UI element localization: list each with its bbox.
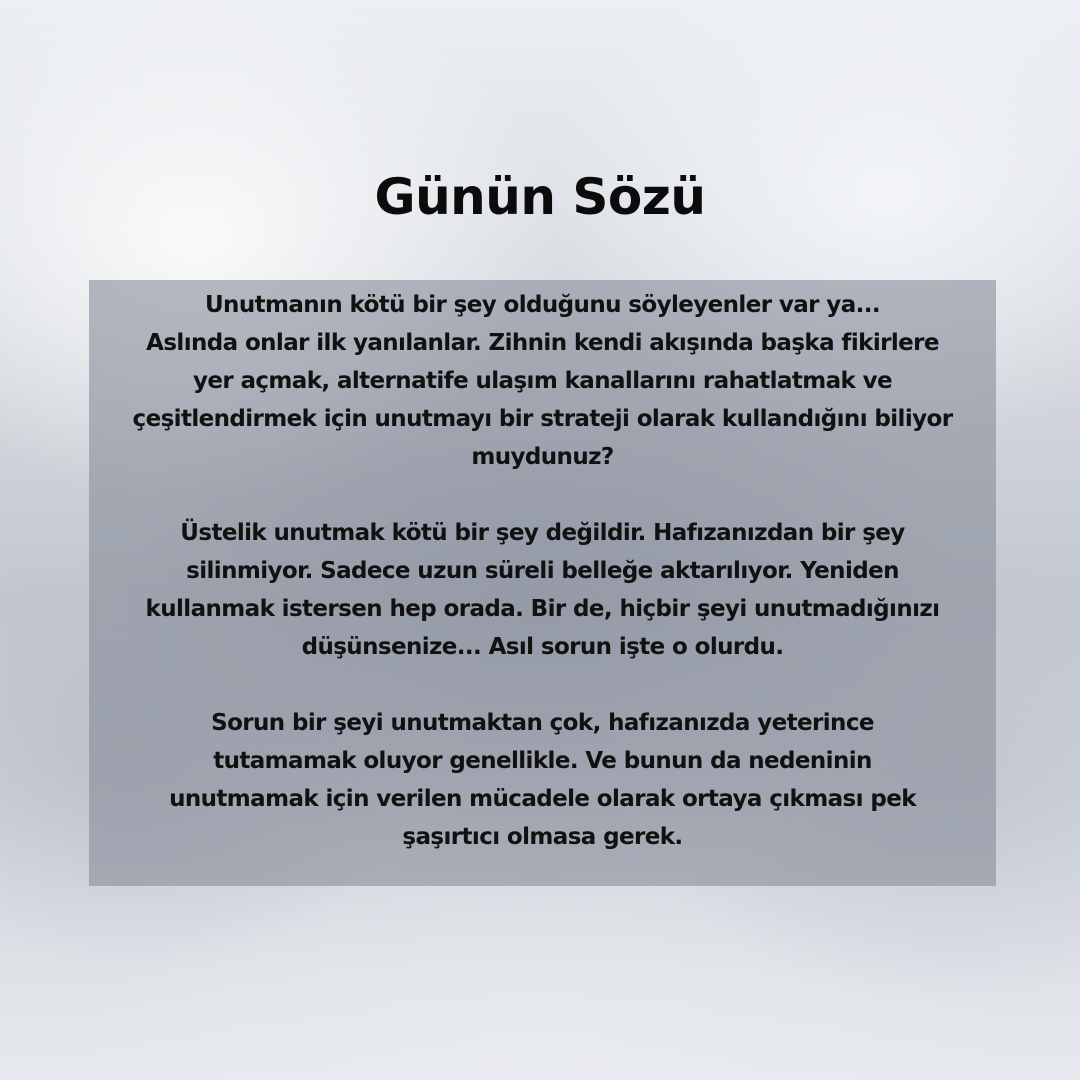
quote-paragraph-2: Üstelik unutmak kötü bir şey değildir. Hafızanızdan bir şey silinmiyor. Sadece uzun süreli belleğe aktarılıyor. Yeniden kullanmak istersen hep orada. Bir de, hiçbir şeyi unutmadığınızı düşünsenize... Asıl sorun işte o olurdu. bbox=[145, 520, 940, 660]
quote-paragraph-1: Unutmanın kötü bir şey olduğunu söyleyenler var ya... Aslında onlar ilk yanılanlar. Zihnin kendi akışında başka fikirlere yer açmak, alternatife ulaşım kanallarını rahatlatmak ve çeşitlendirmek için unutmayı bir strateji olarak kullandığını biliyor muydunuz? bbox=[132, 292, 953, 470]
quote-paragraph-3: Sorun bir şeyi unutmaktan çok, hafızanızda yeterince tutamamak oluyor genellikle. Ve bunun da nedeninin unutmamak için verilen mücadele olarak ortaya çıkması pek şaşırtıcı olmasa gerek. bbox=[169, 710, 916, 850]
page-title: Günün Sözü bbox=[374, 168, 706, 226]
quote-box bbox=[89, 280, 996, 886]
